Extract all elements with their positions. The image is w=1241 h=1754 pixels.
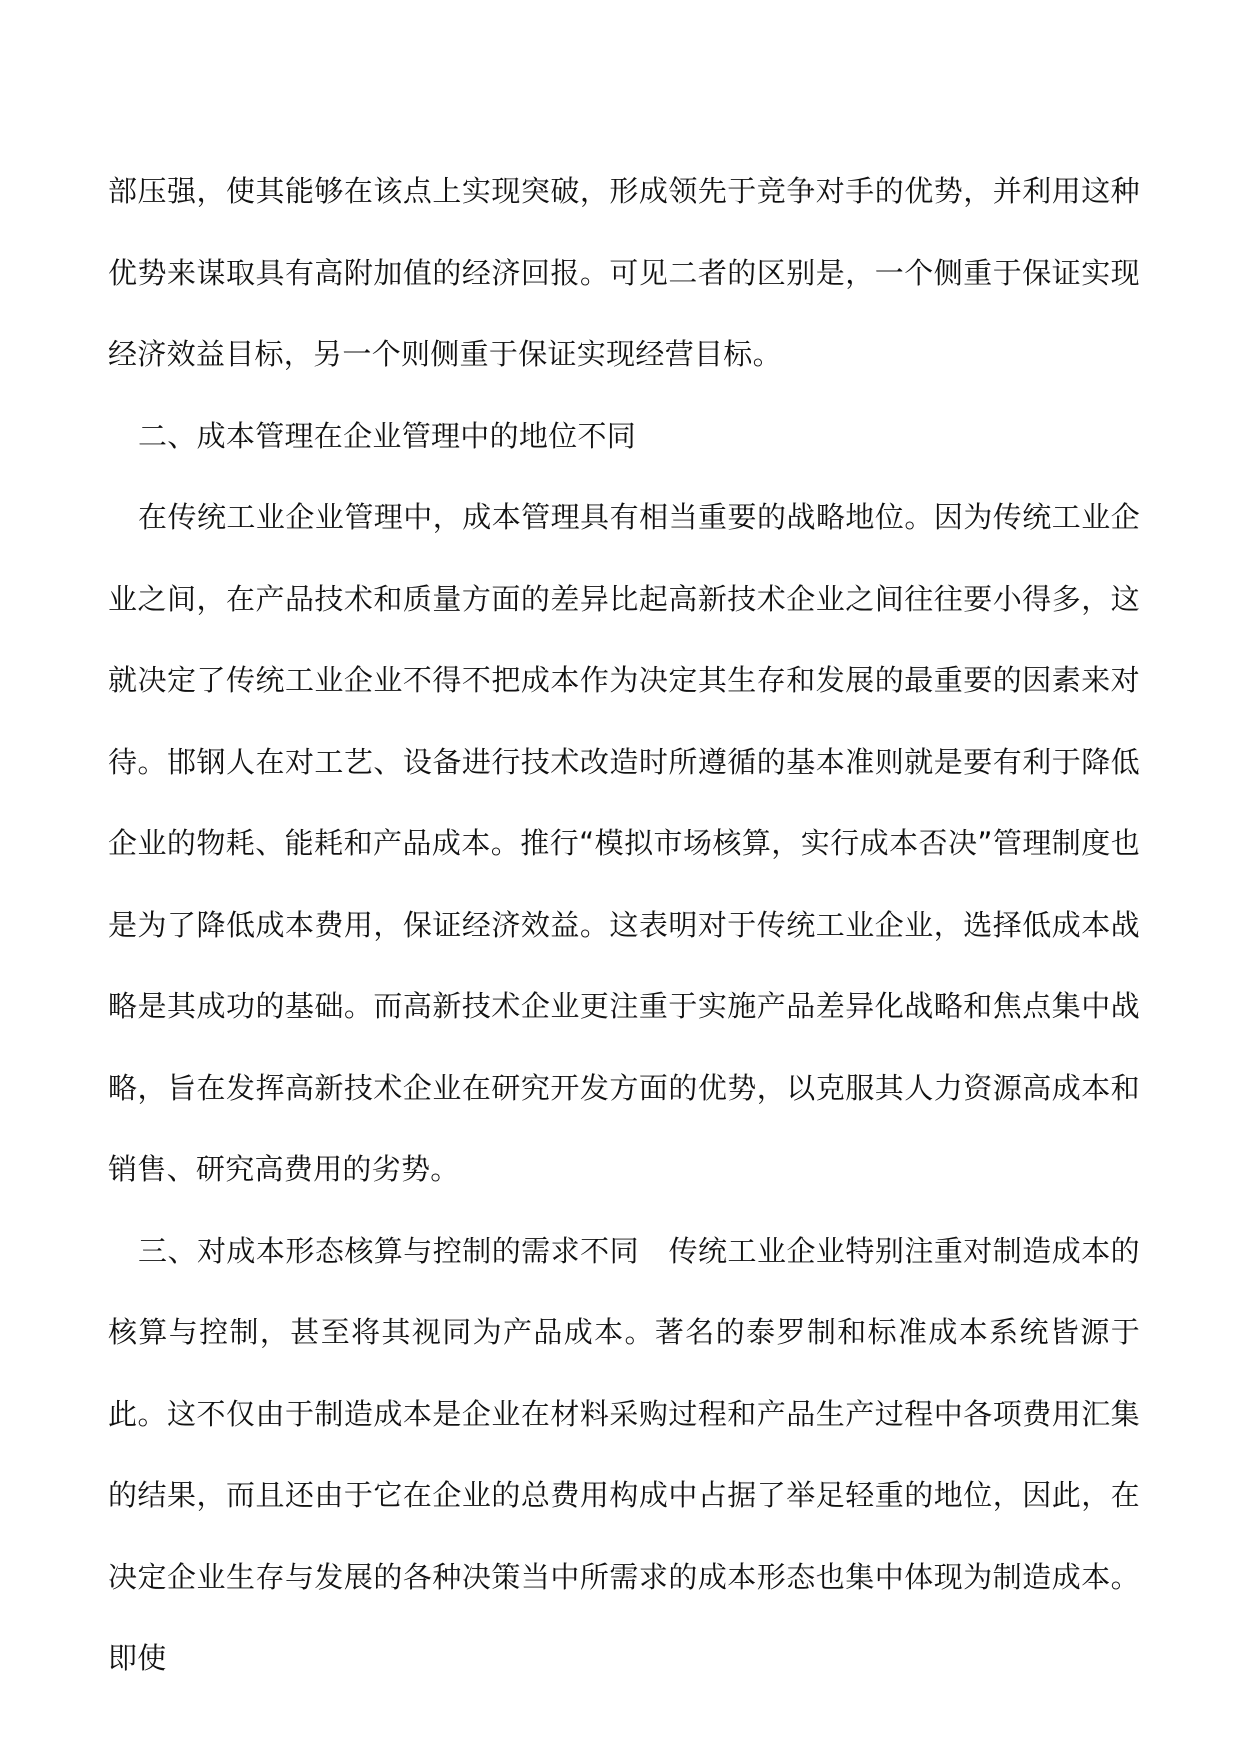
- heading-gap: [639, 1234, 668, 1268]
- paragraph-continuation: 部压强，使其能够在该点上实现突破，形成领先于竞争对手的优势，并利用这种优势来谋取具有高附加值的经济回报。可见二者的区别是，一个侧重于保证实现经济效益目标，另一个则侧重于保证实现经营目标。: [108, 174, 1140, 371]
- document-body: [108, 151, 1140, 1700]
- section-heading-3: 三、对成本形态核算与控制的需求不同: [138, 1233, 640, 1268]
- section-3-body-text: 传统工业企业特别注重对制造成本的核算与控制，甚至将其视同为产品成本。著名的泰罗制和标准成本系统皆源于此。这不仅由于制造成本是企业在材料采购过程和产品生产过程中各项费用汇集的结果，而且还由于它在企业的总费用构成中占据了举足轻重的地位，因此，在决定企业生存与发展的各种决策当中所需求的成本形态也集中体现为制造成本。即使: [108, 1233, 1140, 1675]
- paragraph-section-3: [108, 1211, 1140, 1700]
- paragraph-section-2: 在传统工业企业管理中，成本管理具有相当重要的战略地位。因为传统工业企业之间，在产品技术和质量方面的差异比起高新技术企业之间往往要小得多，这就决定了传统工业企业不得不把成本作为决定其生存和发展的最重要的因素来对待。邯钢人在对工艺、设备进行技术改造时所遵循的基本准则就是要有利于降低企业的物耗、能耗和产品成本。推行“模拟市场核算，实行成本否决”管理制度也是为了降低成本费用，保证经济效益。这表明对于传统工业企业，选择低成本战略是其成功的基础。而高新技术企业更注重于实施产品差异化战略和焦点集中战略，旨在发挥高新技术企业在研究开发方面的优势，以克服其人力资源高成本和销售、研究高费用的劣势。: [108, 500, 1140, 1186]
- section-heading-2: 二、成本管理在企业管理中的地位不同: [138, 418, 637, 453]
